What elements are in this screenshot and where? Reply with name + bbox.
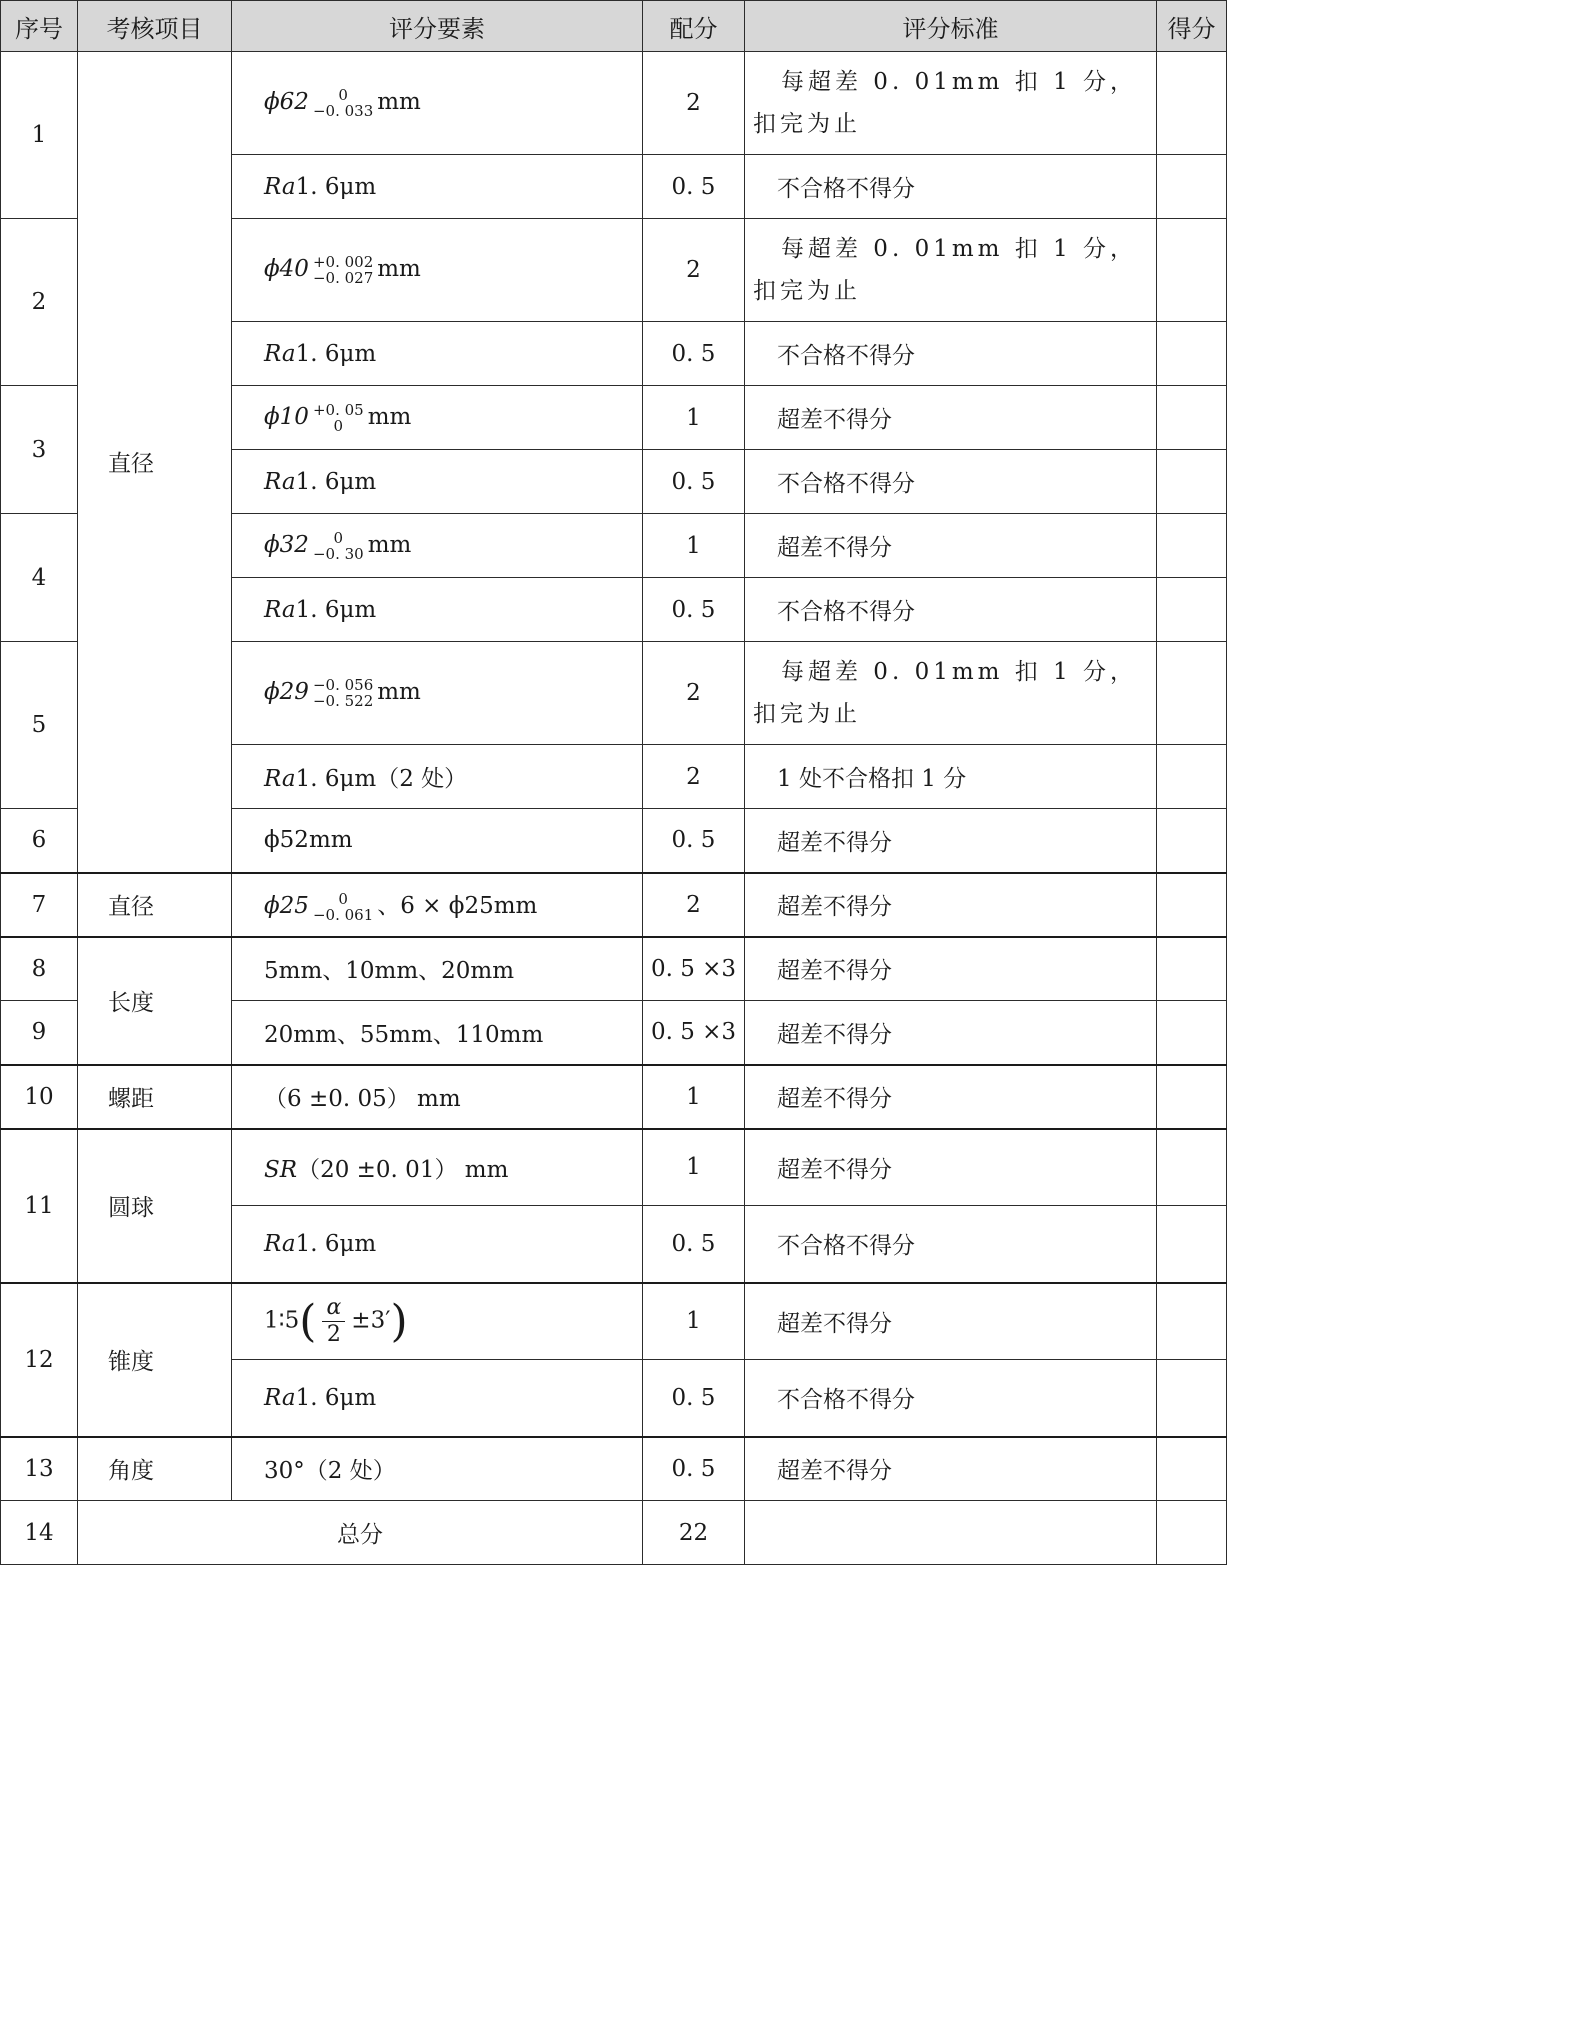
score-cell: 2 (643, 219, 745, 322)
score-cell: 0. 5 ×3 (643, 1001, 745, 1065)
score-cell: 0. 5 (643, 450, 745, 514)
taper-tolerance: ±3′ (351, 1307, 391, 1334)
element-cell (232, 1283, 643, 1360)
element-cell (232, 514, 643, 578)
header-score: 配分 (643, 1, 745, 52)
got-cell[interactable] (1157, 1283, 1227, 1360)
element-prefix: ϕ32 (264, 531, 309, 558)
element-cell (232, 1360, 643, 1437)
total-score: 22 (643, 1501, 745, 1565)
standard-cell: 不合格不得分 (745, 1360, 1157, 1437)
element-prefix: ϕ25 (264, 892, 309, 919)
element-cell: 30°（2 处） (232, 1437, 643, 1501)
table-row (1, 873, 1227, 937)
row-number: 4 (1, 514, 78, 642)
tol-upper: 0 (338, 889, 348, 908)
header-element: 评分要素 (232, 1, 643, 52)
total-row (1, 1501, 1227, 1565)
row-number: 6 (1, 809, 78, 873)
tolerance (313, 87, 373, 119)
score-cell: 0. 5 (643, 1437, 745, 1501)
tolerance (313, 254, 373, 286)
ra-label: Ra (264, 596, 296, 623)
got-cell[interactable] (1157, 1001, 1227, 1065)
standard-text: 每超差 0. 01mm 扣 1 分，扣完为止 (753, 659, 1138, 727)
element-text: 1. 6μm (295, 468, 377, 495)
fraction (322, 1295, 345, 1348)
table-row (1, 52, 1227, 155)
item-cell: 圆球 (78, 1129, 232, 1283)
score-cell: 2 (643, 745, 745, 809)
item-cell: 锥度 (78, 1283, 232, 1437)
score-cell: 0. 5 (643, 578, 745, 642)
table-row (1, 1437, 1227, 1501)
got-cell[interactable] (1157, 450, 1227, 514)
element-unit: mm (367, 403, 412, 430)
row-number: 5 (1, 642, 78, 809)
item-diameter: 直径 (78, 52, 232, 873)
total-label: 总分 (78, 1501, 643, 1565)
header-row (1, 1, 1227, 52)
tol-lower: −0. 30 (312, 544, 364, 563)
element-unit: mm (377, 256, 421, 282)
standard-cell (745, 642, 1157, 745)
element-text: （20 ±0. 01） mm (297, 1156, 509, 1183)
got-cell[interactable] (1157, 578, 1227, 642)
item-cell: 角度 (78, 1437, 232, 1501)
standard-cell: 超差不得分 (745, 809, 1157, 873)
header-got: 得分 (1157, 1, 1227, 52)
left-paren: ( (299, 1295, 317, 1347)
standard-cell (745, 1501, 1157, 1565)
score-cell: 1 (643, 386, 745, 450)
got-cell[interactable] (1157, 1129, 1227, 1206)
standard-cell (745, 52, 1157, 155)
row-number: 10 (1, 1065, 78, 1129)
score-cell: 1 (643, 1129, 745, 1206)
tolerance (313, 402, 364, 434)
fraction-numerator: α (322, 1295, 345, 1322)
got-cell[interactable] (1157, 219, 1227, 322)
row-number: 12 (1, 1283, 78, 1437)
header-standard: 评分标准 (745, 1, 1157, 52)
taper-ratio: 1∶5 (264, 1307, 300, 1334)
tol-upper: +0. 002 (312, 253, 374, 271)
element-text: 1. 6μm (295, 340, 377, 367)
got-cell[interactable] (1157, 642, 1227, 745)
item-cell: 螺距 (78, 1065, 232, 1129)
row-number: 13 (1, 1437, 78, 1501)
score-cell: 0. 5 (643, 1206, 745, 1283)
element-unit: mm (367, 531, 412, 558)
element-text: 1. 6μm (295, 173, 377, 200)
ra-label: Ra (264, 173, 296, 200)
tol-lower: −0. 027 (312, 269, 374, 287)
element-cell (232, 745, 643, 809)
got-cell[interactable] (1157, 1065, 1227, 1129)
table-row (1, 1283, 1227, 1360)
element-text: 1. 6μm (295, 1384, 377, 1411)
got-cell[interactable] (1157, 1360, 1227, 1437)
element-prefix: ϕ40 (264, 256, 309, 282)
row-number: 11 (1, 1129, 78, 1283)
standard-cell: 超差不得分 (745, 937, 1157, 1001)
element-prefix: ϕ62 (264, 89, 309, 115)
row-number: 14 (1, 1501, 78, 1565)
table-row (1, 937, 1227, 1001)
ra-label: Ra (264, 340, 296, 367)
item-cell: 长度 (78, 937, 232, 1065)
standard-cell: 不合格不得分 (745, 578, 1157, 642)
standard-cell: 不合格不得分 (745, 322, 1157, 386)
row-number: 8 (1, 937, 78, 1001)
ra-label: Ra (264, 468, 296, 495)
got-cell[interactable] (1157, 52, 1227, 155)
element-cell: ϕ52mm (232, 809, 643, 873)
element-cell (232, 578, 643, 642)
element-cell: （6 ±0. 05） mm (232, 1065, 643, 1129)
tol-upper: +0. 05 (312, 400, 364, 419)
standard-cell: 不合格不得分 (745, 450, 1157, 514)
table-row (1, 1129, 1227, 1206)
sr-label: SR (264, 1156, 298, 1183)
row-number: 3 (1, 386, 78, 514)
tol-lower: 0 (333, 416, 344, 435)
standard-cell: 超差不得分 (745, 1283, 1157, 1360)
score-cell: 1 (643, 1065, 745, 1129)
table-row (1, 1065, 1227, 1129)
tol-lower: −0. 033 (312, 102, 374, 120)
got-cell[interactable] (1157, 745, 1227, 809)
standard-cell: 超差不得分 (745, 386, 1157, 450)
got-cell[interactable] (1157, 514, 1227, 578)
fraction-denominator: 2 (326, 1321, 341, 1347)
standard-cell: 超差不得分 (745, 1437, 1157, 1501)
standard-text: 每超差 0. 01mm 扣 1 分，扣完为止 (753, 69, 1138, 137)
got-cell[interactable] (1157, 937, 1227, 1001)
ra-label: Ra (264, 1230, 296, 1257)
got-cell[interactable] (1157, 1501, 1227, 1565)
element-text: 1. 6μm (295, 596, 377, 623)
standard-text: 每超差 0. 01mm 扣 1 分，扣完为止 (753, 236, 1138, 304)
element-text: 1. 6μm（2 处） (295, 766, 468, 792)
element-prefix: ϕ10 (264, 403, 309, 430)
header-no: 序号 (1, 1, 78, 52)
element-cell (232, 155, 643, 219)
standard-cell: 超差不得分 (745, 1001, 1157, 1065)
standard-cell: 不合格不得分 (745, 155, 1157, 219)
score-cell: 0. 5 (643, 809, 745, 873)
score-cell: 1 (643, 1283, 745, 1360)
element-cell (232, 1206, 643, 1283)
element-cell (232, 873, 643, 937)
element-cell: 20mm、55mm、110mm (232, 1001, 643, 1065)
got-cell[interactable] (1157, 386, 1227, 450)
tolerance (313, 677, 373, 709)
element-cell (232, 52, 643, 155)
score-cell: 2 (643, 873, 745, 937)
tol-upper: −0. 056 (312, 676, 374, 694)
element-cell (232, 386, 643, 450)
standard-cell: 超差不得分 (745, 1129, 1157, 1206)
tol-lower: −0. 522 (312, 692, 374, 710)
score-cell: 2 (643, 642, 745, 745)
score-cell: 0. 5 ×3 (643, 937, 745, 1001)
tolerance (313, 891, 373, 923)
got-cell[interactable] (1157, 155, 1227, 219)
element-cell (232, 1129, 643, 1206)
standard-cell: 1 处不合格扣 1 分 (745, 745, 1157, 809)
ra-label: Ra (264, 1384, 296, 1411)
score-cell: 2 (643, 52, 745, 155)
standard-cell (745, 219, 1157, 322)
element-cell (232, 450, 643, 514)
element-text: 1. 6μm (295, 1230, 377, 1257)
element-unit: mm (377, 89, 421, 115)
tol-upper: 0 (333, 528, 344, 547)
element-unit: mm (377, 679, 421, 705)
score-cell: 0. 5 (643, 155, 745, 219)
element-unit: 、6 × ϕ25mm (377, 892, 538, 919)
row-number: 2 (1, 219, 78, 386)
score-cell: 0. 5 (643, 1360, 745, 1437)
tolerance (313, 530, 364, 562)
header-item: 考核项目 (78, 1, 232, 52)
standard-cell: 超差不得分 (745, 514, 1157, 578)
standard-cell: 超差不得分 (745, 1065, 1157, 1129)
got-cell[interactable] (1157, 809, 1227, 873)
item-cell: 直径 (78, 873, 232, 937)
element-prefix: ϕ29 (264, 679, 309, 705)
element-cell (232, 322, 643, 386)
row-number: 9 (1, 1001, 78, 1065)
tol-upper: 0 (338, 86, 348, 104)
row-number: 7 (1, 873, 78, 937)
got-cell[interactable] (1157, 873, 1227, 937)
standard-cell: 不合格不得分 (745, 1206, 1157, 1283)
standard-cell: 超差不得分 (745, 873, 1157, 937)
element-cell (232, 642, 643, 745)
element-cell (232, 219, 643, 322)
ra-label: Ra (264, 766, 296, 792)
got-cell[interactable] (1157, 322, 1227, 386)
row-number: 1 (1, 52, 78, 219)
got-cell[interactable] (1157, 1206, 1227, 1283)
right-paren: ) (390, 1295, 408, 1347)
tol-lower: −0. 061 (312, 905, 374, 924)
got-cell[interactable] (1157, 1437, 1227, 1501)
element-cell: 5mm、10mm、20mm (232, 937, 643, 1001)
score-cell: 0. 5 (643, 322, 745, 386)
score-cell: 1 (643, 514, 745, 578)
